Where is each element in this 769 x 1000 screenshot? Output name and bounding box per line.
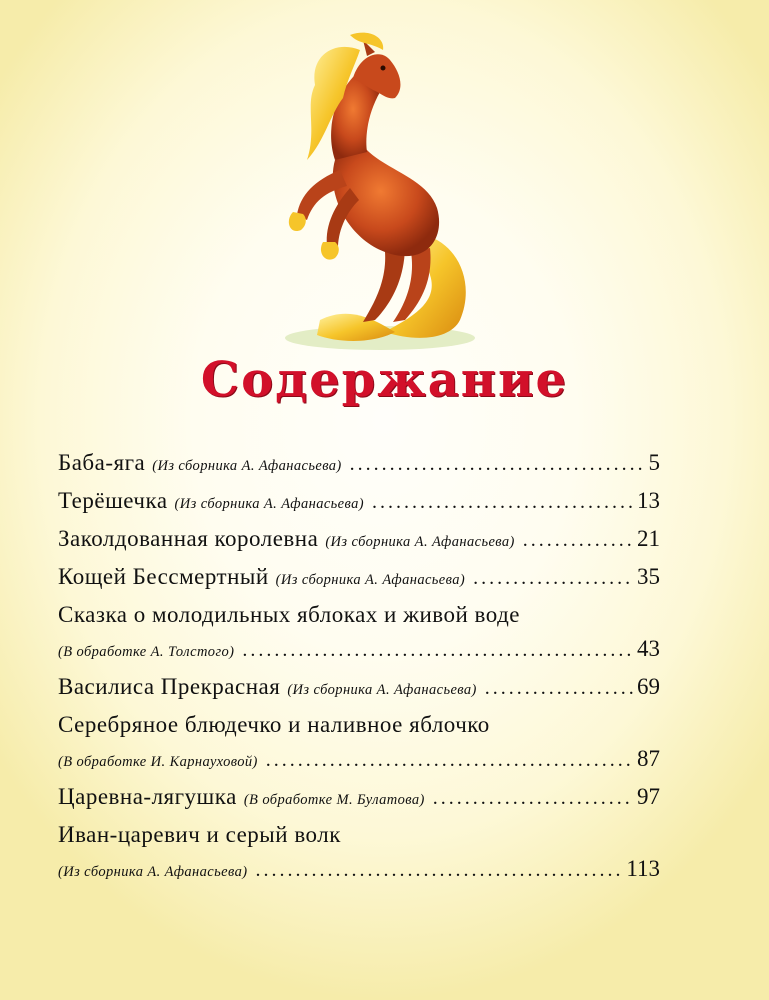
toc-entry-source: (В обработке А. Толстого): [58, 644, 235, 660]
toc-entry-page: 35: [637, 564, 660, 589]
toc-entry-page: 87: [637, 746, 660, 771]
toc-entry-source: (Из сборника А. Афанасьева): [325, 534, 515, 550]
page-title: Содержание: [200, 352, 569, 408]
toc-entry-title: Сказка о молодильных яблоках и живой воде: [58, 602, 520, 627]
toc-entry-page: 21: [637, 526, 660, 551]
toc-entry-title: Серебряное блюдечко и наливное яблочко: [58, 712, 490, 737]
toc-entry-title: Кощей Бессмертный: [58, 564, 269, 589]
toc-leader-dots: [523, 529, 634, 552]
toc-entry[interactable]: [58, 602, 660, 636]
toc-entry-continuation[interactable]: [58, 746, 660, 784]
toc-entry-title: Василиса Прекрасная: [58, 674, 281, 699]
toc-leader-dots: [242, 639, 634, 662]
toc-entry-page: 5: [648, 450, 660, 475]
toc-leader-dots: [473, 567, 634, 590]
toc-leader-dots: [485, 677, 634, 700]
horse-illustration: [255, 20, 495, 355]
toc-entry-source: (Из сборника А. Афанасьева): [287, 682, 477, 698]
toc-entry-page: 113: [626, 856, 660, 881]
toc-entry[interactable]: [58, 450, 660, 488]
toc-entry-page: 13: [637, 488, 660, 513]
toc-entry[interactable]: [58, 712, 660, 746]
toc-entry-source: (Из сборника А. Афанасьева): [174, 496, 364, 512]
toc-entry-title: Царевна-лягушка: [58, 784, 237, 809]
toc-entry-source: (Из сборника А. Афанасьева): [152, 458, 342, 474]
toc-entry-source: (Из сборника А. Афанасьева): [58, 864, 248, 880]
toc-entry-title: Терёшечка: [58, 488, 168, 513]
toc-entry-title: Баба-яга: [58, 450, 146, 475]
toc-entry-title: Заколдованная королевна: [58, 526, 319, 551]
toc-entry-page: 43: [637, 636, 660, 661]
toc-entry[interactable]: [58, 488, 660, 526]
toc-entry-source: (В обработке И. Карнауховой): [58, 754, 258, 770]
toc-leader-dots: [372, 491, 634, 514]
toc-leader-dots: [255, 859, 623, 882]
toc-leader-dots: [433, 787, 634, 810]
toc-entry[interactable]: [58, 822, 660, 856]
toc-leader-dots: [350, 453, 646, 476]
toc-leader-dots: [266, 749, 634, 772]
toc-entry[interactable]: [58, 526, 660, 564]
toc-entry-continuation[interactable]: [58, 856, 660, 894]
toc-entry-page: 97: [637, 784, 660, 809]
table-of-contents: [58, 450, 660, 894]
toc-entry[interactable]: [58, 784, 660, 822]
toc-entry-page: 69: [637, 674, 660, 699]
toc-entry-title: Иван-царевич и серый волк: [58, 822, 341, 847]
toc-entry[interactable]: [58, 674, 660, 712]
toc-entry-source: (Из сборника А. Афанасьева): [275, 572, 466, 588]
toc-entry[interactable]: [58, 564, 660, 602]
toc-entry-source: (В обработке М. Булатова): [243, 792, 425, 808]
toc-entry-continuation[interactable]: [58, 636, 660, 674]
